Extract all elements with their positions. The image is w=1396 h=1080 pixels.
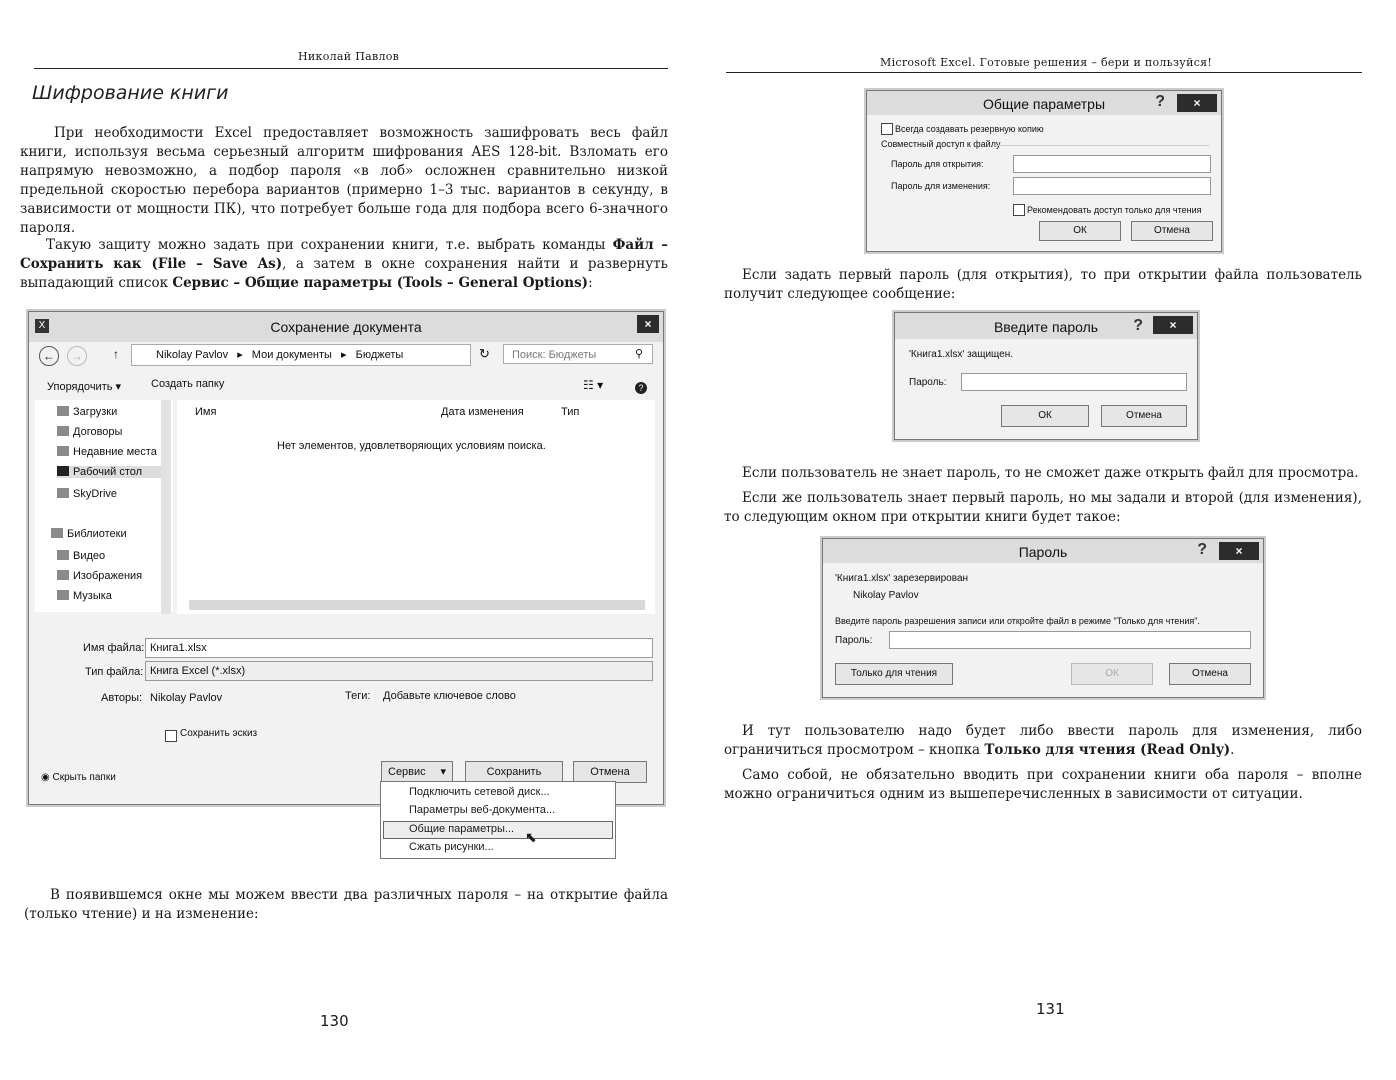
left-page — [0, 0, 690, 1080]
video-icon — [57, 550, 69, 560]
search-icon: ⚲ — [635, 348, 644, 360]
menu-item-general-options[interactable]: Общие параметры... — [409, 823, 515, 835]
read-only-button[interactable]: Только для чтения — [835, 663, 953, 685]
protected-message: 'Книга1.xlsx' защищен. — [909, 349, 1014, 360]
open-password-label: Пароль для открытия: — [891, 159, 984, 169]
empty-message: Нет элементов, удовлетворяющих условиям поиска. — [277, 440, 546, 452]
password-input[interactable] — [889, 631, 1251, 649]
hide-folders-button[interactable]: ◉ Скрыть папки — [41, 772, 116, 783]
reserved-dialog — [822, 538, 1264, 698]
cursor-icon: ⬉ — [525, 829, 537, 845]
authors-label: Авторы: — [101, 692, 143, 704]
running-header: Николай Павлов — [298, 50, 400, 63]
reserved-author: Nikolay Pavlov — [853, 590, 919, 601]
nav-scrollbar[interactable] — [161, 400, 171, 614]
running-header: Microsoft Excel. Готовые решения – бери и пользуйся! — [880, 56, 1213, 69]
reserved-prompt: Введите пароль разрешения записи или откройте файл в режиме "Только для чтения". — [835, 616, 1200, 626]
readonly-checkbox[interactable] — [1013, 204, 1025, 216]
help-icon[interactable]: ? — [1133, 317, 1143, 334]
filetype-select[interactable]: Книга Excel (*.xlsx) — [145, 661, 653, 681]
page-number: 130 — [320, 1012, 349, 1030]
thumbnail-checkbox[interactable] — [165, 730, 177, 742]
paragraph-3: В появившемся окне мы можем ввести два различных пароля – на открытие файла (только чтение) и на изменение: — [24, 887, 668, 922]
nav-item-images[interactable]: Изображения — [57, 570, 142, 582]
close-button[interactable]: × — [1153, 316, 1193, 334]
thumbnail-label: Сохранить эскиз — [180, 728, 258, 739]
password-dialog — [894, 312, 1198, 440]
breadcrumb-item[interactable]: Мои документы — [251, 349, 332, 361]
dialog-title: Введите пароль — [993, 319, 1099, 335]
nav-pane — [35, 400, 173, 612]
dialog-title: Пароль — [1018, 544, 1068, 560]
nav-item-contracts[interactable]: Договоры — [57, 426, 122, 438]
reserved-message: 'Книга1.xlsx' зарезервирован — [835, 573, 969, 584]
paragraph-4: И тут пользователю надо будет либо ввести пароль для изменения, либо ограничиться просмотром – кнопка Только для чтения (Read Only). — [724, 723, 1362, 758]
readonly-label: Рекомендовать доступ только для чтения — [1027, 205, 1202, 215]
cloud-icon — [57, 488, 69, 498]
save-button[interactable]: Сохранить — [465, 761, 563, 783]
refresh-icon[interactable]: ↻ — [479, 346, 490, 361]
nav-item-recent[interactable]: Недавние места — [57, 446, 157, 458]
music-icon — [57, 590, 69, 600]
modify-password-input[interactable] — [1013, 177, 1211, 195]
filename-label: Имя файла: — [83, 642, 145, 654]
paragraph-2: Если пользователь не знает пароль, то не сможет даже открыть файл для просмотра. — [742, 465, 1359, 481]
tools-menu — [380, 781, 616, 859]
ok-button[interactable]: ОК — [1071, 663, 1153, 685]
column-date[interactable]: Дата изменения — [441, 406, 524, 418]
help-icon[interactable]: ? — [1155, 93, 1165, 110]
password-input[interactable] — [961, 373, 1187, 391]
breadcrumb-item[interactable]: Бюджеты — [355, 349, 404, 361]
modify-password-label: Пароль для изменения: — [891, 181, 991, 191]
column-type[interactable]: Тип — [561, 406, 580, 418]
organize-button[interactable]: Упорядочить ▾ — [47, 381, 122, 393]
nav-item-libraries[interactable]: Библиотеки — [51, 528, 127, 540]
backup-checkbox[interactable] — [881, 123, 893, 135]
password-label: Пароль: — [909, 377, 947, 388]
dialog-title: Общие параметры — [982, 96, 1106, 112]
header-rule — [34, 68, 668, 69]
nav-item-video[interactable]: Видео — [57, 550, 105, 562]
close-button[interactable]: × — [1219, 542, 1259, 560]
forward-icon[interactable]: → — [67, 346, 87, 366]
excel-icon: X — [35, 319, 49, 333]
chevron-down-icon: ▾ — [440, 766, 446, 778]
menu-item-map-drive[interactable]: Подключить сетевой диск... — [409, 786, 550, 798]
nav-item-skydrive[interactable]: SkyDrive — [57, 488, 117, 500]
password-label: Пароль: — [835, 635, 873, 646]
search-input[interactable]: Поиск: Бюджеты — [503, 344, 653, 364]
cancel-button[interactable]: Отмена — [573, 761, 647, 783]
nav-item-music[interactable]: Музыка — [57, 590, 112, 602]
backup-label: Всегда создавать резервную копию — [895, 124, 1044, 134]
paragraph-3: Если же пользователь знает первый пароль, но мы задали и второй (для изменения), то следующим окном при открытии книги будет такое: — [724, 490, 1362, 525]
new-folder-button[interactable]: Создать папку — [151, 378, 225, 390]
title-bar — [823, 539, 1263, 563]
folder-icon — [57, 406, 69, 416]
help-icon[interactable]: ? — [1197, 541, 1207, 558]
nav-item-downloads[interactable]: Загрузки — [57, 406, 117, 418]
right-page — [700, 0, 1396, 1080]
ok-button[interactable]: ОК — [1001, 405, 1089, 427]
cancel-button[interactable]: Отмена — [1131, 221, 1213, 241]
title-bar — [29, 312, 663, 342]
general-options-dialog — [866, 90, 1222, 252]
folder-icon — [57, 446, 69, 456]
paragraph-5: Само собой, не обязательно вводить при сохранении книги оба пароля – вполне можно ограничиться одним из вышеперечисленных в зависимости от ситуации. — [724, 767, 1362, 802]
breadcrumb-item[interactable]: Nikolay Pavlov — [156, 349, 229, 361]
view-icon[interactable]: ☷ ▾ — [583, 378, 604, 392]
title-bar — [867, 91, 1221, 115]
title-bar — [895, 313, 1197, 339]
close-button[interactable]: × — [637, 315, 659, 333]
breadcrumb[interactable]: Nikolay Pavlov ▸ Мои документы ▸ Бюджеты — [131, 344, 471, 366]
desktop-icon — [57, 466, 69, 476]
folder-icon — [57, 426, 69, 436]
back-icon[interactable]: ← — [39, 346, 59, 366]
ok-button[interactable]: ОК — [1039, 221, 1121, 241]
filetype-label: Тип файла: — [85, 666, 144, 678]
dialog-title: Сохранение документа — [270, 319, 422, 335]
sharing-label: Совместный доступ к файлу — [881, 139, 1001, 149]
authors-value[interactable]: Nikolay Pavlov — [150, 692, 223, 704]
cancel-button[interactable]: Отмена — [1101, 405, 1187, 427]
tags-value[interactable]: Добавьте ключевое слово — [383, 690, 516, 702]
filename-input[interactable]: Книга1.xlsx — [145, 638, 653, 658]
column-name[interactable]: Имя — [195, 406, 217, 418]
file-list — [177, 400, 655, 614]
paragraph-1: Если задать первый пароль (для открытия), то при открытии файла пользователь получит следующее сообщение: — [724, 267, 1362, 302]
page-number: 131 — [1036, 1000, 1065, 1018]
help-icon[interactable]: ? — [635, 382, 647, 394]
tags-label: Теги: — [345, 690, 371, 702]
save-as-dialog — [28, 311, 664, 805]
library-icon — [51, 528, 63, 538]
open-password-input[interactable] — [1013, 155, 1211, 173]
section-title: Шифрование книги — [32, 82, 229, 104]
horizontal-scrollbar[interactable] — [189, 600, 645, 610]
image-icon — [57, 570, 69, 580]
paragraph-2: Такую защиту можно задать при сохранении книги, т.е. выбрать команды Файл – Сохранить как (File – Save As), а затем в окне сохранения найти и развернуть выпадающий список Сервис – Общие параметры (Tools – General Options): — [20, 237, 668, 291]
up-icon[interactable]: ↑ — [113, 347, 119, 361]
cancel-button[interactable]: Отмена — [1169, 663, 1251, 685]
tools-button[interactable]: Сервис ▾ — [381, 761, 453, 783]
close-button[interactable]: × — [1177, 94, 1217, 112]
header-rule — [726, 72, 1362, 73]
menu-item-web-options[interactable]: Параметры веб-документа... — [409, 804, 556, 816]
paragraph-1: При необходимости Excel предоставляет возможность зашифровать весь файл книги, используя весьма серьезный алгоритм шифрования AES 128-bit. Взломать его напрямую невозможно, а подбор пароля «в лоб» осложнен сравнительно низкой предельной скоростью перебора вариантов (примерно 1–3 тыс. вариантов в секунду, в зависимости от мощности ПК), что потребует больше года для подбора всего 6-значного пароля. — [20, 125, 668, 236]
menu-item-compress[interactable]: Сжать рисунки... — [409, 841, 494, 853]
nav-item-desktop[interactable]: Рабочий стол — [57, 466, 161, 478]
